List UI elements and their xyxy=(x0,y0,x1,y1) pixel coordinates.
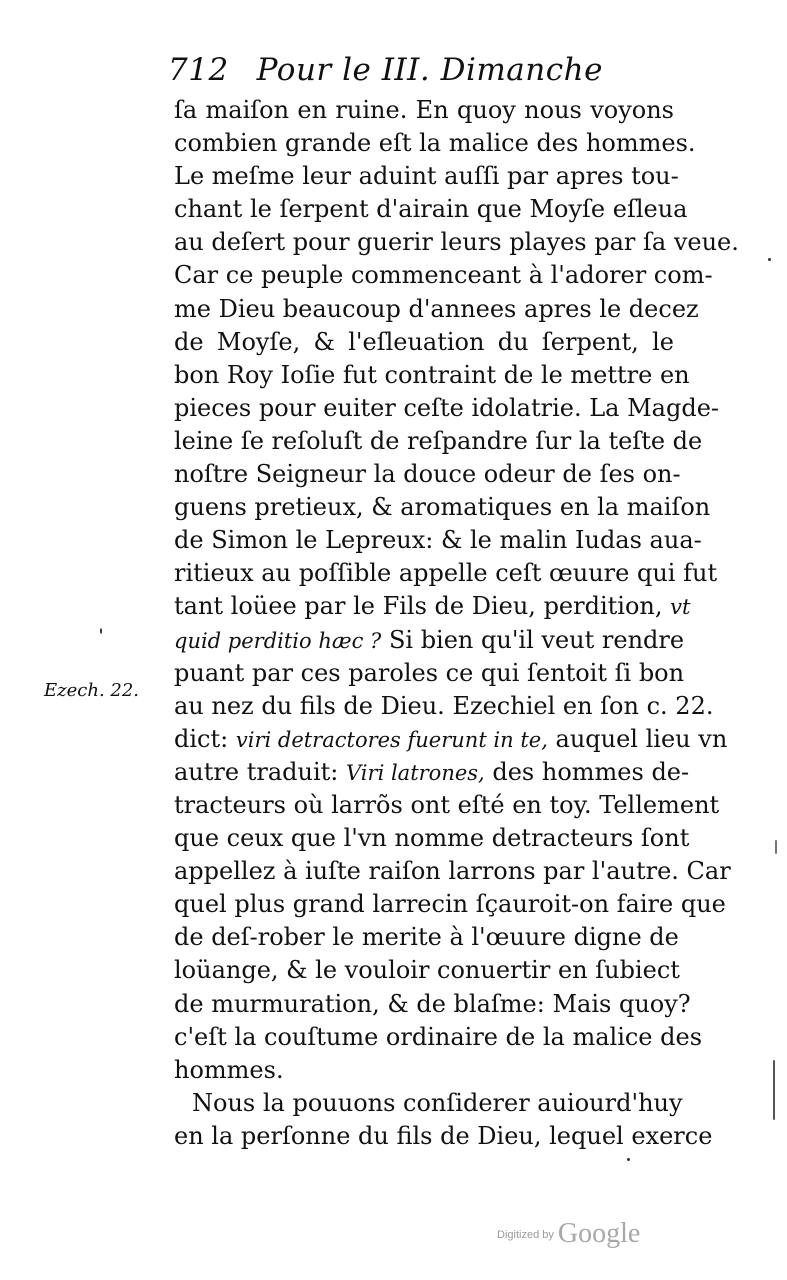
text-line: chant le ſerpent d'airain que Moyſe eſleua xyxy=(174,195,688,224)
text-line: bon Roy Ioſie fut contraint de le mettre en xyxy=(174,360,690,389)
watermark-caption: Digitized by xyxy=(497,1229,554,1241)
text-line: de deſ-rober le merite à l'œuure digne de xyxy=(174,923,679,952)
text-line: ſa maiſon en ruine. En quoy nous voyons xyxy=(174,96,674,124)
text-line: c'eſt la couſtume ordinaire de la malice des xyxy=(174,1022,703,1051)
latin-quote: viri detractores fuerunt in te, xyxy=(235,727,548,752)
text-line: pieces pour euiter ceſte idolatrie. La Magde- xyxy=(174,393,720,422)
text-line: loüange, & le vouloir conuertir en ſubiect xyxy=(174,956,680,985)
text-line: guens pretieux, & aromatiques en la maiſon xyxy=(174,493,711,522)
text-line: de Simon le Lepreux: & le malin Iudas aua- xyxy=(174,526,702,555)
latin-quote: quid perditio hæc ? xyxy=(174,628,382,653)
page-number: 712 xyxy=(168,52,229,88)
latin-quote: vt xyxy=(670,595,691,620)
running-title: Pour le III. Dimanche xyxy=(256,52,603,88)
text-line: de Moyſe, & l'eſleuation du ſerpent, le xyxy=(174,327,674,356)
text-line: noſtre Seigneur la douce odeur de ſes on- xyxy=(174,460,681,489)
text-line: quel plus grand larrecin ſçauroit-on faire que xyxy=(174,890,726,919)
text-line: puant par ces paroles ce qui ſentoit ſi bon xyxy=(174,658,685,687)
text-line: en la perſonne du fils de Dieu, lequel exerce xyxy=(174,1121,713,1150)
print-speck xyxy=(775,840,777,854)
print-speck xyxy=(100,628,102,634)
text-line: quid perditio hæc ? Si bien qu'il veut rendre xyxy=(174,625,685,654)
text-line: au nez du fils de Dieu. Ezechiel en ſon c. 22. xyxy=(174,691,714,720)
print-speck xyxy=(768,258,771,261)
text-line: Nous la pouuons conſiderer auiourd'huy xyxy=(192,1088,683,1117)
print-speck xyxy=(627,1158,630,1161)
text-line: ritieux au poſſible appelle ceſt œuure qui fut xyxy=(174,559,718,588)
text-line: autre traduit: Viri latrones, des hommes de- xyxy=(174,757,690,786)
running-header xyxy=(168,52,688,88)
text-line: combien grande eſt la malice des hommes. xyxy=(174,129,696,158)
text-line: leine ſe reſoluſt de reſpandre ſur la teſte de xyxy=(174,426,703,455)
latin-quote: Viri latrones, xyxy=(346,760,485,785)
text-line: Le meſme leur aduint auſſi par apres tou- xyxy=(174,162,679,191)
text-line: tant loüee par le Fils de Dieu, perdition, vt xyxy=(174,592,691,621)
text-line: que ceux que l'vn nomme detracteurs ſont xyxy=(174,824,690,853)
text-line: hommes. xyxy=(174,1055,284,1084)
body-text xyxy=(174,94,739,1153)
margin-note: Ezech. 22. xyxy=(44,680,140,701)
google-logo: Google xyxy=(557,1218,641,1249)
text-line: Car ce peuple commenceant à l'adorer com- xyxy=(174,261,713,290)
text-line: appellez à iuſte raiſon larrons par l'autre. Car xyxy=(174,857,731,886)
text-line: me Dieu beaucoup d'annees apres le decez xyxy=(174,294,699,323)
digitized-watermark xyxy=(497,1218,640,1250)
print-speck xyxy=(773,1060,775,1120)
text-line: au deſert pour guerir leurs playes par ſa veue. xyxy=(174,228,739,257)
text-line: tracteurs où larrõs ont eſté en toy. Tellement xyxy=(174,790,720,819)
text-line: de murmuration, & de blaſme: Mais quoy? xyxy=(174,989,691,1018)
text-line: dict: viri detractores fuerunt in te, auquel lieu vn xyxy=(174,724,728,753)
